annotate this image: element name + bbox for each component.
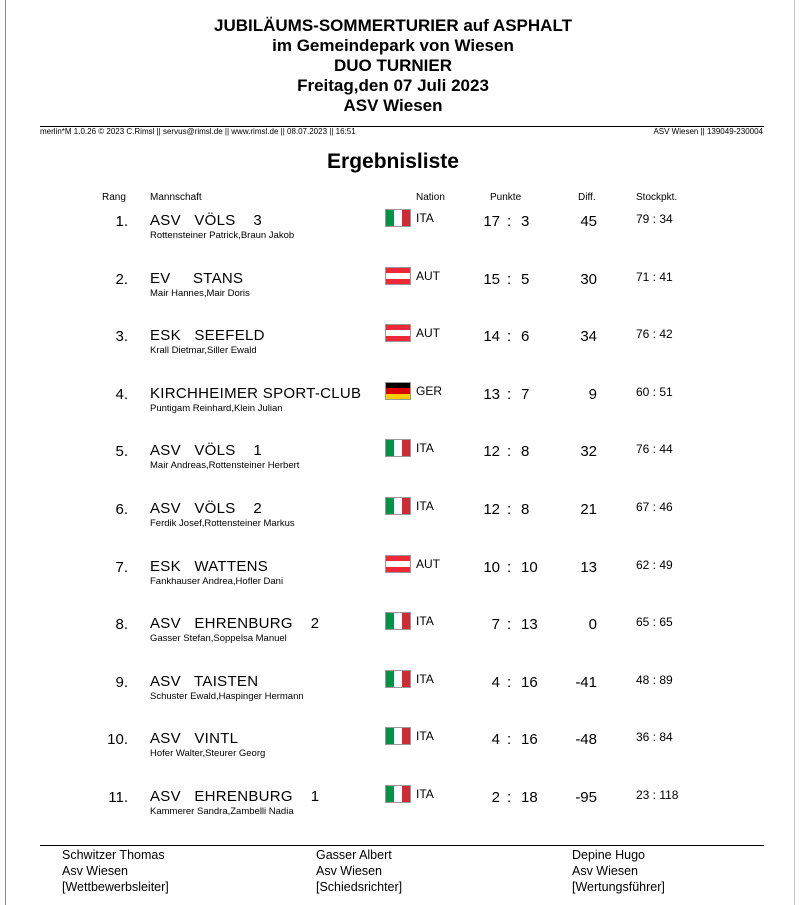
rank-cell: 11.	[108, 789, 128, 806]
official-club: Asv Wiesen	[572, 864, 638, 878]
diff-cell: 13	[580, 559, 597, 576]
stockpunkte-cell: 48 : 89	[636, 673, 673, 687]
col-header-mannschaft: Mannschaft	[150, 192, 202, 203]
diff-cell: 21	[580, 501, 597, 518]
nation-code: ITA	[416, 787, 434, 801]
rank-cell: 4.	[115, 386, 128, 403]
team-name: ESK SEEFELD	[150, 327, 265, 344]
points-won: 10	[483, 559, 500, 576]
table-row	[0, 381, 800, 431]
official-role: [Schiedsrichter]	[316, 880, 403, 894]
club-id: ASV Wiesen || 139049-230004	[653, 127, 763, 136]
diff-cell: 0	[588, 616, 597, 633]
table-row	[0, 554, 800, 604]
diff-cell: 30	[580, 271, 597, 288]
nation-code: AUT	[416, 326, 440, 340]
team-players: Ferdik Josef,Rottensteiner Markus	[150, 518, 295, 529]
points-won: 17	[483, 213, 500, 230]
title-line-3: DUO TURNIER	[333, 56, 453, 75]
points-lost: 13	[521, 616, 538, 633]
points-lost: 6	[521, 328, 530, 345]
points-separator: :	[507, 213, 512, 230]
points-lost: 7	[521, 386, 530, 403]
table-row	[0, 611, 800, 661]
stockpunkte-cell: 76 : 44	[636, 442, 673, 456]
aut-flag-icon	[385, 324, 411, 342]
diff-cell: 32	[580, 443, 597, 460]
nation-code: AUT	[416, 557, 440, 571]
official-name: Schwitzer Thomas	[62, 848, 165, 862]
points-won: 2	[491, 789, 500, 806]
official-block	[572, 847, 665, 895]
ita-flag-icon	[385, 727, 411, 745]
team-name: EV STANS	[150, 270, 244, 287]
results-heading: Ergebnisliste	[327, 150, 459, 173]
nation-code: ITA	[416, 211, 434, 225]
nation-code: ITA	[416, 614, 434, 628]
nation-code: GER	[416, 384, 443, 398]
points-separator: :	[507, 789, 512, 806]
table-row	[0, 726, 800, 776]
rank-cell: 3.	[115, 328, 128, 345]
table-row	[0, 496, 800, 546]
team-players: Puntigam Reinhard,Klein Julian	[150, 403, 283, 414]
ita-flag-icon	[385, 785, 411, 803]
team-name: ASV EHRENBURG 1	[150, 788, 320, 805]
team-players: Kammerer Sandra,Zambelli Nadia	[150, 806, 294, 817]
points-separator: :	[507, 271, 512, 288]
stockpunkte-cell: 67 : 46	[636, 500, 673, 514]
rank-cell: 2.	[115, 271, 128, 288]
points-won: 12	[483, 443, 500, 460]
diff-cell: -48	[575, 731, 597, 748]
tournament-title	[0, 16, 786, 116]
team-name: ASV TAISTEN	[150, 673, 259, 690]
points-separator: :	[507, 501, 512, 518]
stockpunkte-cell: 62 : 49	[636, 558, 673, 572]
points-separator: :	[507, 674, 512, 691]
points-separator: :	[507, 559, 512, 576]
team-name: KIRCHHEIMER SPORT-CLUB	[150, 385, 362, 402]
table-row	[0, 208, 800, 258]
title-line-5: ASV Wiesen	[343, 96, 443, 115]
team-name: ASV VÖLS 1	[150, 442, 263, 459]
software-info: merlin*M 1.0.26 © 2023 C.Rimsl || servus@rimsl.de || www.rimsl.de || 08.07.2023 || 16:51	[40, 127, 356, 136]
team-name: ASV VÖLS 3	[150, 212, 263, 229]
official-name: Depine Hugo	[572, 848, 645, 862]
points-separator: :	[507, 386, 512, 403]
official-block	[316, 847, 402, 895]
rank-cell: 5.	[115, 443, 128, 460]
table-row	[0, 438, 800, 488]
diff-cell: 45	[580, 213, 597, 230]
team-players: Gasser Stefan,Soppelsa Manuel	[150, 633, 287, 644]
table-row	[0, 266, 800, 316]
team-players: Schuster Ewald,Haspinger Hermann	[150, 691, 304, 702]
rank-cell: 8.	[115, 616, 128, 633]
ger-flag-icon	[385, 382, 411, 400]
ita-flag-icon	[385, 209, 411, 227]
team-name: ASV EHRENBURG 2	[150, 615, 320, 632]
points-lost: 16	[521, 674, 538, 691]
title-line-2: im Gemeindepark von Wiesen	[272, 36, 514, 55]
col-header-rang: Rang	[102, 192, 126, 203]
col-header-diff: Diff.	[578, 192, 596, 203]
team-players: Rottensteiner Patrick,Braun Jakob	[150, 230, 295, 241]
points-won: 4	[491, 731, 500, 748]
official-role: [Wertungsführer]	[572, 880, 665, 894]
official-club: Asv Wiesen	[316, 864, 382, 878]
team-name: ESK WATTENS	[150, 558, 269, 575]
stockpunkte-cell: 36 : 84	[636, 730, 673, 744]
points-won: 14	[483, 328, 500, 345]
points-lost: 3	[521, 213, 530, 230]
points-won: 7	[491, 616, 500, 633]
aut-flag-icon	[385, 555, 411, 573]
points-lost: 5	[521, 271, 530, 288]
team-players: Mair Hannes,Mair Doris	[150, 288, 250, 299]
points-separator: :	[507, 616, 512, 633]
nation-code: ITA	[416, 672, 434, 686]
points-separator: :	[507, 443, 512, 460]
team-players: Fankhauser Andrea,Hofler Dani	[150, 576, 284, 587]
stockpunkte-cell: 65 : 65	[636, 615, 673, 629]
aut-flag-icon	[385, 267, 411, 285]
diff-cell: -95	[575, 789, 597, 806]
diff-cell: 9	[588, 386, 597, 403]
stockpunkte-cell: 23 : 118	[636, 788, 679, 802]
points-won: 12	[483, 501, 500, 518]
official-block	[62, 847, 169, 895]
table-row	[0, 323, 800, 373]
team-name: ASV VINTL	[150, 730, 239, 747]
points-lost: 8	[521, 501, 530, 518]
title-line-1: JUBILÄUMS-SOMMERTURIER auf ASPHALT	[214, 16, 572, 35]
nation-code: AUT	[416, 269, 440, 283]
stockpunkte-cell: 71 : 41	[636, 270, 673, 284]
official-name: Gasser Albert	[316, 848, 392, 862]
col-header-stockpkt: Stockpkt.	[636, 192, 678, 203]
nation-code: ITA	[416, 499, 434, 513]
points-separator: :	[507, 328, 512, 345]
ita-flag-icon	[385, 612, 411, 630]
points-won: 4	[491, 674, 500, 691]
official-role: [Wettbewerbsleiter]	[62, 880, 169, 894]
points-separator: :	[507, 731, 512, 748]
rank-cell: 9.	[115, 674, 128, 691]
rank-cell: 1.	[115, 213, 128, 230]
official-club: Asv Wiesen	[62, 864, 128, 878]
col-header-nation: Nation	[416, 192, 445, 203]
points-won: 15	[483, 271, 500, 288]
ita-flag-icon	[385, 439, 411, 457]
diff-cell: -41	[575, 674, 597, 691]
points-lost: 8	[521, 443, 530, 460]
nation-code: ITA	[416, 729, 434, 743]
team-players: Krall Dietmar,Siller Ewald	[150, 345, 257, 356]
table-row	[0, 784, 800, 834]
rank-cell: 6.	[115, 501, 128, 518]
stockpunkte-cell: 60 : 51	[636, 385, 673, 399]
nation-code: ITA	[416, 441, 434, 455]
ita-flag-icon	[385, 670, 411, 688]
table-row	[0, 669, 800, 719]
diff-cell: 34	[580, 328, 597, 345]
title-line-4: Freitag,den 07 Juli 2023	[297, 76, 489, 95]
team-name: ASV VÖLS 2	[150, 500, 263, 517]
team-players: Hofer Walter,Steurer Georg	[150, 748, 266, 759]
points-won: 13	[483, 386, 500, 403]
col-header-punkte: Punkte	[490, 192, 522, 203]
stockpunkte-cell: 79 : 34	[636, 212, 673, 226]
rank-cell: 7.	[115, 559, 128, 576]
points-lost: 10	[521, 559, 538, 576]
ita-flag-icon	[385, 497, 411, 515]
points-lost: 16	[521, 731, 538, 748]
rank-cell: 10.	[107, 731, 128, 748]
footer-divider	[40, 845, 764, 846]
stockpunkte-cell: 76 : 42	[636, 327, 673, 341]
team-players: Mair Andreas,Rottensteiner Herbert	[150, 460, 300, 471]
points-lost: 18	[521, 789, 538, 806]
